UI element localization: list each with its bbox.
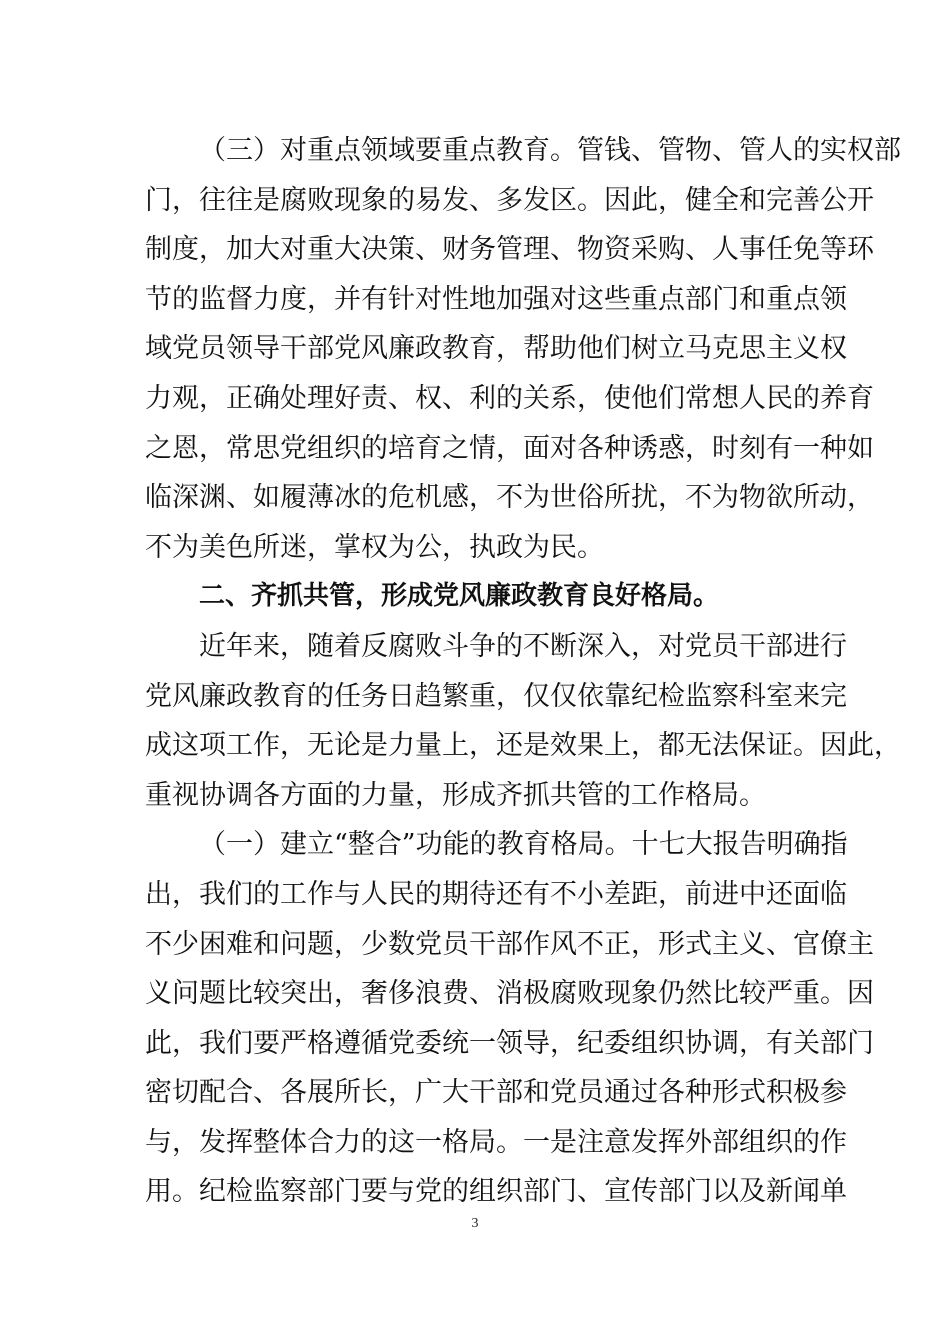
text-line: （一）建立“整合”功能的教育格局。十七大报告明确指 [199,829,848,861]
text-line: 密切配合、各展所长，广大干部和党员通过各种形式积极参 [145,1077,847,1109]
text-line: 制度，加大对重大决策、财务管理、物资采购、人事任免等环 [145,234,874,266]
text-line: （三）对重点领域要重点教育。管钱、管物、管人的实权部 [199,135,901,166]
text-line: 此，我们要严格遵循党委统一领导，纪委组织协调，有关部门 [145,1027,874,1059]
page-number: 3 [471,1216,479,1231]
text-line: 不为美色所迷，掌权为公，执政为民。 [145,531,604,563]
text-line: 节的监督力度，并有针对性地加强对这些重点部门和重点领 [145,283,847,315]
text-line: 力观，正确处理好责、权、利的关系，使他们常想人民的养育 [145,382,874,414]
text-line: 门，往往是腐败现象的易发、多发区。因此，健全和完善公开 [145,184,874,216]
text-line: 近年来，随着反腐败斗争的不断深入，对党员干部进行 [199,630,847,662]
text-line: 与，发挥整体合力的这一格局。一是注意发挥外部组织的作 [145,1126,847,1158]
text-line: 义问题比较突出，奢侈浪费、消极腐败现象仍然比较严重。因 [145,978,874,1010]
text-line: 之恩，常思党组织的培育之情，面对各种诱惑，时刻有一种如 [145,432,874,464]
body-text [145,126,901,1217]
text-line: 重视协调各方面的力量，形成齐抓共管的工作格局。 [145,779,766,811]
text-line: 域党员领导干部党风廉政教育，帮助他们树立马克思主义权 [145,333,847,365]
section-heading: 二、齐抓共管，形成党风廉政教育良好格局。 [199,581,720,612]
text-line: 成这项工作，无论是力量上，还是效果上，都无法保证。因此， [145,730,901,762]
text-line: 用。纪检监察部门要与党的组织部门、宣传部门以及新闻单 [145,1176,847,1208]
text-line: 不少困难和问题，少数党员干部作风不正，形式主义、官僚主 [145,928,874,960]
text-line: 党风廉政教育的任务日趋繁重，仅仅依靠纪检监察科室来完 [145,680,847,712]
text-line: 出，我们的工作与人民的期待还有不小差距，前进中还面临 [145,878,847,910]
text-line: 临深渊、如履薄冰的危机感，不为世俗所扰，不为物欲所动， [145,482,874,514]
